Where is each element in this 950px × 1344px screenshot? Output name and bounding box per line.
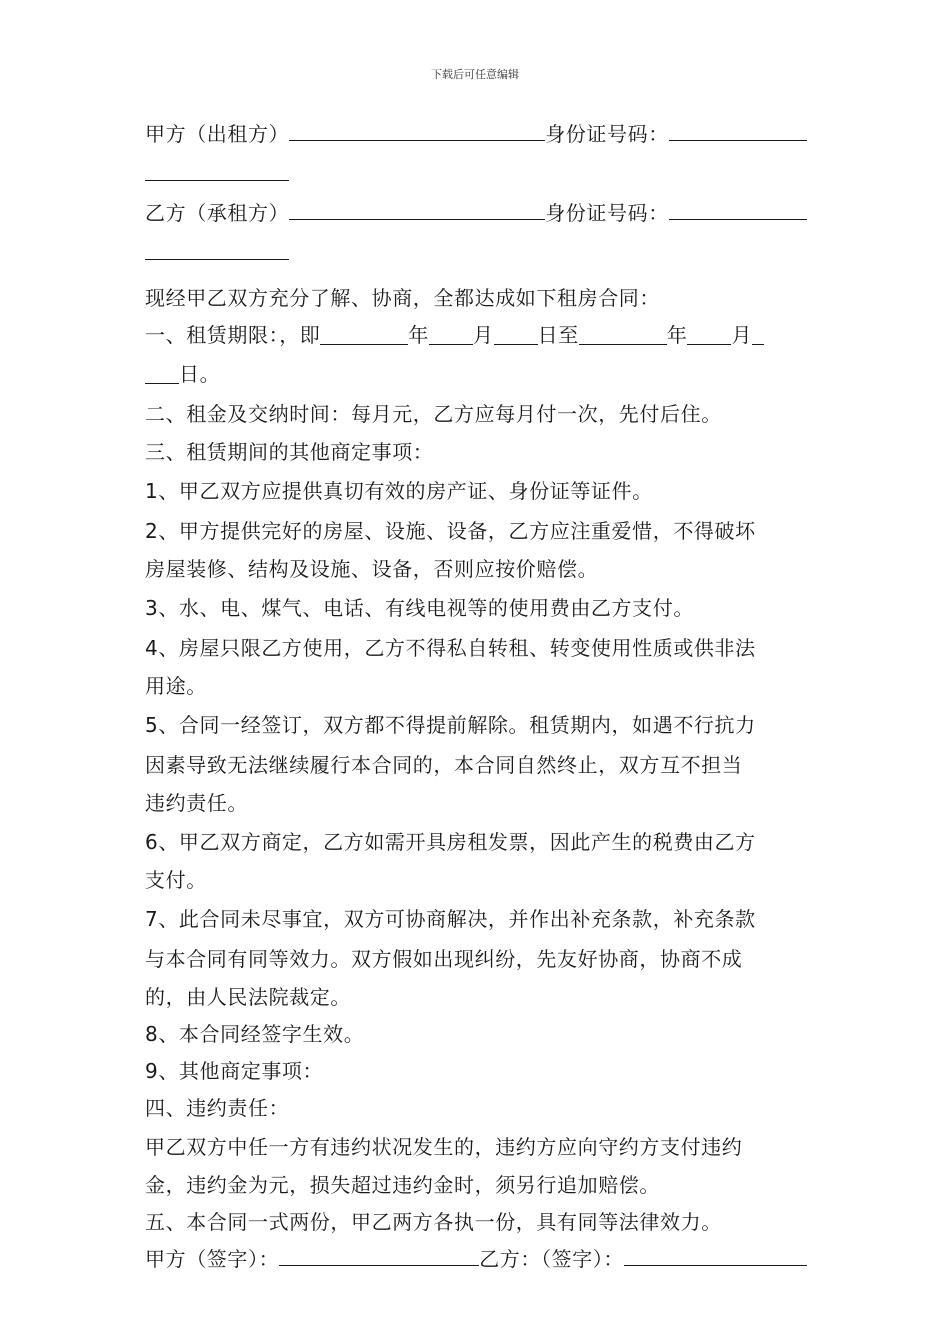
term-prefix: 一、租赁期限：，即 xyxy=(145,323,321,347)
start-month-label: 月 xyxy=(473,323,494,347)
header-note: 下载后可任意编辑 xyxy=(431,68,519,81)
start-year-label: 年 xyxy=(408,323,430,347)
item-3: 3、水、电、煤气、电话、有线电视等的使用费由乙方支付。 xyxy=(145,596,694,620)
party-a-id-blank-cont[interactable] xyxy=(145,158,289,181)
item-5-line-1: 5、合同一经签订，双方都不得提前解除。租赁期内，如遇不行抗力 xyxy=(145,713,756,737)
start-month-blank[interactable] xyxy=(429,322,473,345)
end-month-blank[interactable] xyxy=(687,322,731,345)
party-b-id-blank[interactable] xyxy=(669,197,807,220)
party-b-id-continuation xyxy=(145,232,807,269)
sign-a-label: 甲方（签字）： xyxy=(145,1247,280,1271)
party-a-name-blank[interactable] xyxy=(289,118,545,141)
party-b-id-blank-cont[interactable] xyxy=(145,237,289,260)
item-6-line-2: 支付。 xyxy=(145,868,207,892)
contract-body xyxy=(145,116,807,1278)
other-heading: 三、租赁期间的其他商定事项： xyxy=(145,440,434,464)
intro-line: 现经甲乙双方充分了解、协商，全都达成如下租房合同： xyxy=(145,286,660,310)
end-day-blank[interactable] xyxy=(145,361,179,384)
party-a-label: 甲方（出租方） xyxy=(145,122,290,146)
item-2-line-1: 2、甲方提供完好的房屋、设施、设备，乙方应注重爱惜，不得破坏 xyxy=(145,519,756,543)
party-b-row xyxy=(145,195,807,232)
breach-line-1: 甲乙双方中任一方有违约状况发生的，违约方应向守约方支付违约 xyxy=(145,1135,743,1159)
party-a-id-blank[interactable] xyxy=(669,118,807,141)
item-5-line-3: 违约责任。 xyxy=(145,791,248,815)
term-line xyxy=(145,317,807,354)
term-end-line xyxy=(145,354,807,394)
item-2-line-2: 房屋装修、结构及设施、设备，否则应按价赔偿。 xyxy=(145,557,599,581)
end-month-label: 月 xyxy=(731,323,753,347)
item-7-line-2: 与本合同有同等效力。双方假如出现纠纷，先友好协商，协商不成 xyxy=(145,947,743,971)
start-year-blank[interactable] xyxy=(320,322,408,345)
party-a-id-continuation xyxy=(145,153,807,190)
end-year-label: 年 xyxy=(666,323,688,347)
start-day-blank[interactable] xyxy=(494,322,538,345)
breach-heading: 四、违约责任： xyxy=(145,1096,290,1120)
sign-b-label: 乙方：（签字）： xyxy=(479,1247,625,1271)
party-b-label: 乙方（承租方） xyxy=(145,201,290,225)
item-7-line-1: 7、此合同未尽事宜，双方可协商解决，并作出补充条款，补充条款 xyxy=(145,907,756,931)
breach-line-2: 金，违约金为元，损失超过违约金时，须另行追加赔偿。 xyxy=(145,1173,660,1197)
item-7-line-3: 的，由人民法院裁定。 xyxy=(145,985,351,1009)
day-to-label: 日至 xyxy=(537,323,579,347)
item-9: 9、其他商定事项： xyxy=(145,1059,324,1083)
party-a-row xyxy=(145,116,807,153)
term-end: 日。 xyxy=(179,362,221,386)
item-8: 8、本合同经签字生效。 xyxy=(145,1022,365,1046)
party-a-id-label: 身份证号码： xyxy=(545,122,669,146)
end-year-blank[interactable] xyxy=(579,322,667,345)
sign-b-blank[interactable] xyxy=(624,1243,807,1266)
item-5-line-2: 因素导致无法继续履行本合同的，本合同自然终止，双方互不担当 xyxy=(145,753,743,777)
end-day-blank-start[interactable] xyxy=(752,322,764,345)
copies-line: 五、本合同一式两份，甲乙两方各执一份，具有同等法律效力。 xyxy=(145,1210,722,1234)
item-4-line-2: 用途。 xyxy=(145,674,207,698)
item-1: 1、甲乙双方应提供真切有效的房产证、身份证等证件。 xyxy=(145,479,653,503)
signature-row xyxy=(145,1241,807,1278)
item-6-line-1: 6、甲乙双方商定，乙方如需开具房租发票，因此产生的税费由乙方 xyxy=(145,830,756,854)
rent-line: 二、租金及交纳时间：每月元，乙方应每月付一次，先付后住。 xyxy=(145,402,722,426)
party-b-name-blank[interactable] xyxy=(289,197,545,220)
party-b-id-label: 身份证号码： xyxy=(545,201,669,225)
sign-a-blank[interactable] xyxy=(279,1243,479,1266)
item-4-line-1: 4、房屋只限乙方使用，乙方不得私自转租、转变使用性质或供非法 xyxy=(145,636,756,660)
